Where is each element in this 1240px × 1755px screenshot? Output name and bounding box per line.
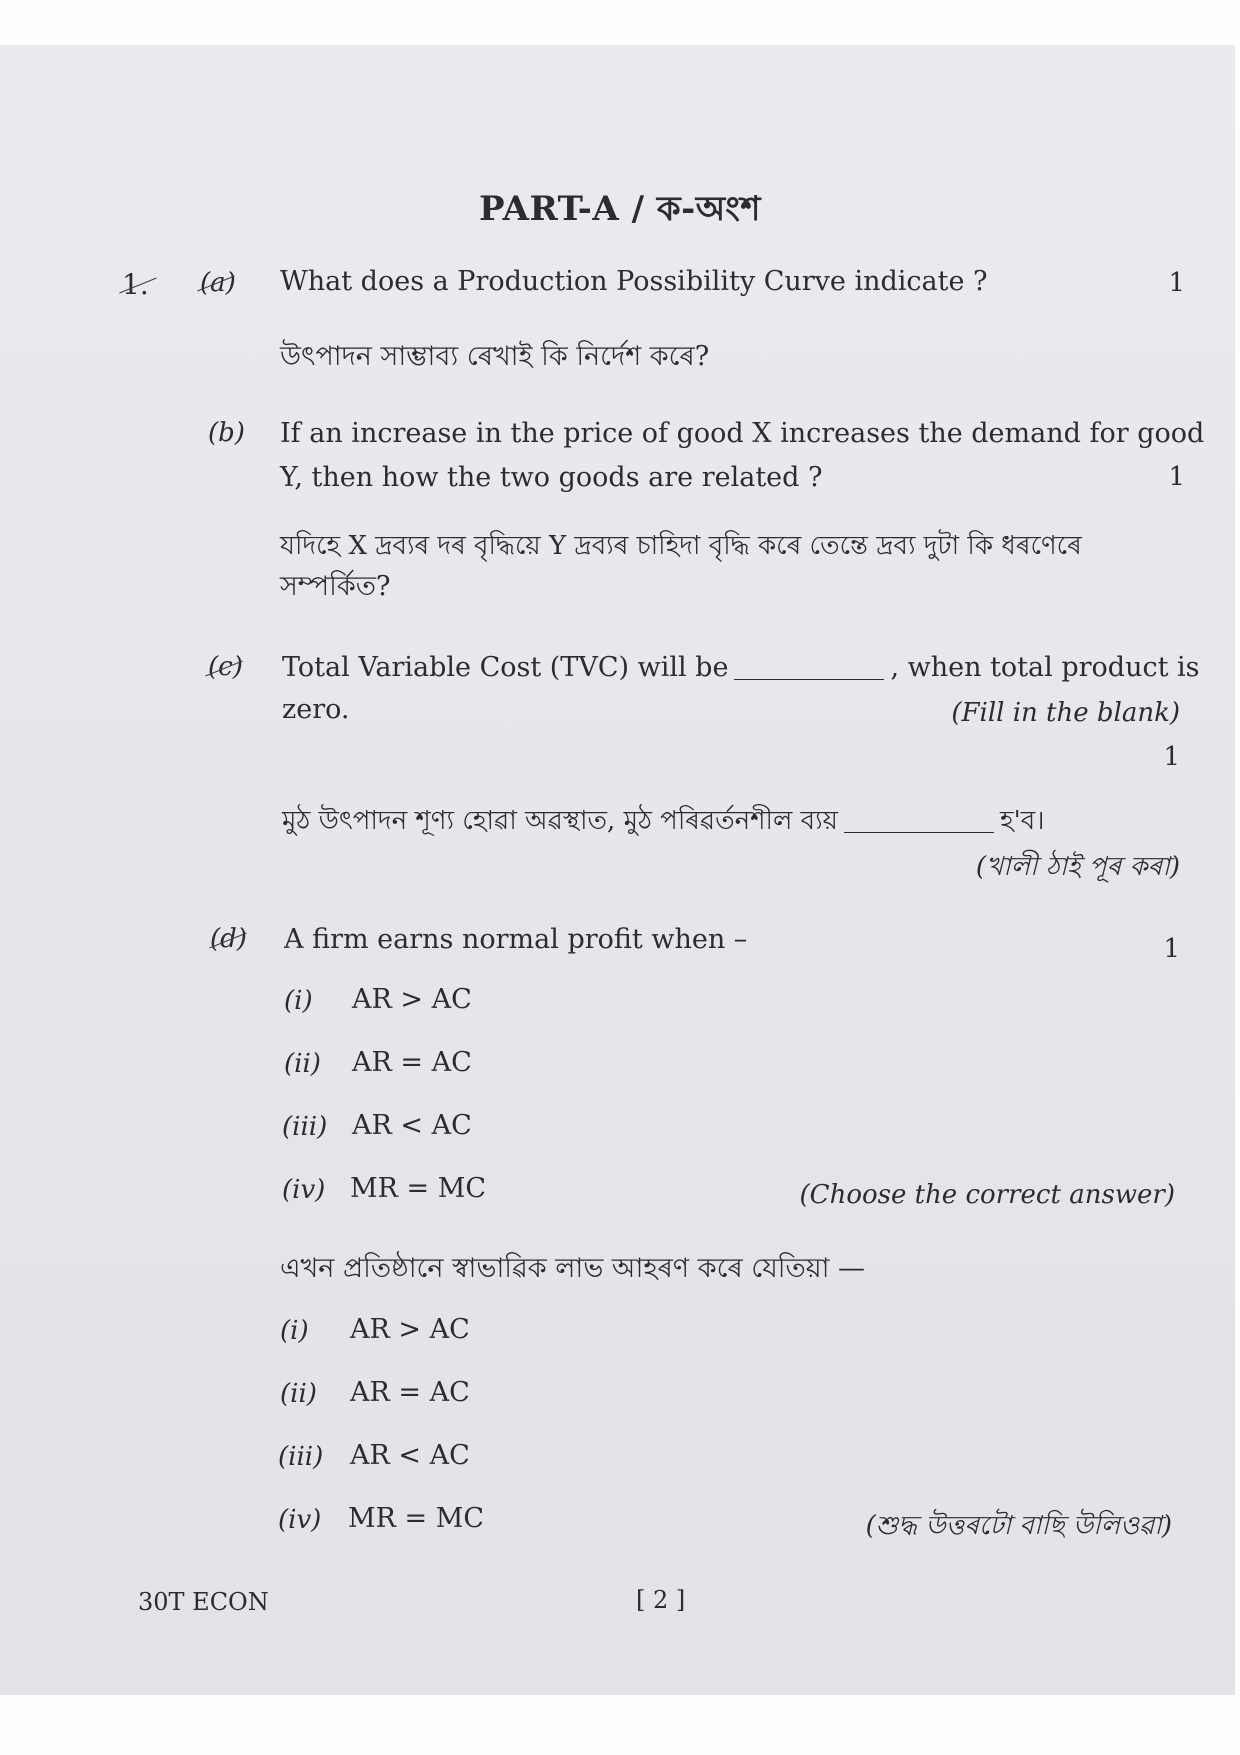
- option-en-ii-text: AR = AC: [352, 1047, 472, 1078]
- footer-exam-code: 30T ECON: [138, 1588, 269, 1616]
- option-as-i-number: (i): [280, 1316, 309, 1346]
- fill-in-blank-line: [734, 679, 884, 680]
- subquestion-c-text-before-blank: Total Variable Cost (TVC) will be: [282, 652, 729, 683]
- option-en-i-number: (i): [284, 986, 313, 1016]
- option-as-iv-text: MR = MC: [348, 1503, 485, 1534]
- subquestion-b-marks: 1: [1168, 462, 1185, 492]
- option-en-iv-text: MR = MC: [350, 1173, 487, 1204]
- subquestion-c-text-as-line1: [282, 800, 1045, 844]
- subquestion-c-text-after-blank: , when total product is: [890, 652, 1200, 683]
- option-en-iii-text: AR < AC: [352, 1110, 472, 1141]
- subquestion-b-text-en-line2: Y, then how the two goods are related ?: [280, 462, 823, 493]
- subquestion-d-hint-en: (Choose the correct answer): [799, 1180, 1175, 1210]
- fill-in-blank-line: [844, 832, 994, 833]
- subquestion-a-marks: 1: [1168, 268, 1185, 298]
- option-en-iii-number: (iii): [282, 1112, 328, 1142]
- option-as-i-text: AR > AC: [350, 1314, 470, 1345]
- subquestion-b-text-as-line1: যদিহে X দ্ৰব্যৰ দৰ বৃদ্ধিয়ে Y দ্ৰব্যৰ চাহিদা বৃদ্ধি কৰে তেন্তে দ্ৰব্য দুটা কি ধৰণেৰে: [280, 531, 1082, 561]
- subquestion-c-marks: 1: [1163, 742, 1180, 772]
- subquestion-c-as-after-blank: হ'ব।: [999, 806, 1045, 836]
- subquestion-c-text-en-line2: zero.: [282, 694, 350, 725]
- subquestion-d-label: (d): [210, 924, 247, 954]
- subquestion-d-text-en: A firm earns normal profit when –: [284, 924, 748, 955]
- subquestion-a-text-en: What does a Production Possibility Curve indicate ?: [280, 266, 988, 297]
- subquestion-a-label: (a): [200, 268, 236, 298]
- subquestion-c-text-en-line1: [282, 652, 1200, 683]
- subquestion-b-label: (b): [208, 418, 245, 448]
- option-as-iv-number: (iv): [278, 1505, 322, 1535]
- part-title: PART-A / ক-অংশ: [479, 189, 761, 229]
- subquestion-c-hint-en: (Fill in the blank): [951, 698, 1180, 728]
- footer-page-number: [ 2 ]: [636, 1586, 686, 1614]
- subquestion-c-hint-as: (খালী ঠাই পূৰ কৰা): [975, 852, 1180, 882]
- option-as-ii-number: (ii): [280, 1379, 317, 1409]
- subquestion-d-text-as: এখন প্ৰতিষ্ঠানে স্বাভাৱিক লাভ আহৰণ কৰে যেতিয়া —: [280, 1253, 866, 1284]
- subquestion-d-hint-as: (শুদ্ধ উত্তৰটো বাছি উলিওৱা): [865, 1511, 1172, 1541]
- option-as-ii-text: AR = AC: [350, 1377, 470, 1408]
- option-en-i-text: AR > AC: [352, 984, 472, 1015]
- subquestion-b-text-en-line1: If an increase in the price of good X increases the demand for good: [280, 418, 1205, 449]
- option-as-iii-number: (iii): [278, 1442, 324, 1472]
- option-as-iii-text: AR < AC: [350, 1440, 470, 1471]
- subquestion-c-label: (c): [208, 652, 243, 682]
- option-en-ii-number: (ii): [284, 1049, 321, 1079]
- subquestion-d-marks: 1: [1163, 934, 1180, 964]
- option-en-iv-number: (iv): [282, 1175, 326, 1205]
- subquestion-c-as-before-blank: মুঠ উৎপাদন শূণ্য হোৱা অৱস্থাত, মুঠ পৰিৱৰ্তনশীল ব্যয়: [282, 806, 838, 836]
- question-number: 1.: [122, 268, 149, 301]
- subquestion-a-text-as: উৎপাদন সাম্ভাব্য ৰেখাই কি নিৰ্দেশ কৰে?: [280, 341, 710, 372]
- subquestion-b-text-as-line2: সম্পৰ্কিত?: [280, 571, 391, 602]
